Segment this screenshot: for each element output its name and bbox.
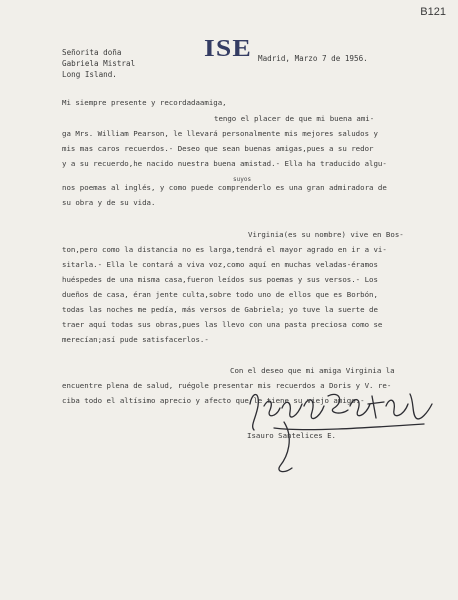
archive-code: B121 <box>420 6 446 18</box>
greeting: Mi siempre presente y recordadaamiga, <box>62 98 227 107</box>
body-line: Con el deseo que mi amiga Virginia la <box>230 366 395 375</box>
body-line: ton,pero como la distancia no es larga,tendrá el mayor agrado en ir a vi- <box>62 245 387 254</box>
body-line: sitarla.- Ella le contará a viva voz,como aquí en muchas veladas-éramos <box>62 260 378 269</box>
body-line: encuentre plena de salud, ruégole presentar mis recuerdos a Doris y V. re- <box>62 381 392 390</box>
body-line: nos poemas al inglés, y como puede comprenderlo es una gran admiradora de <box>62 183 387 192</box>
body-line: tengo el placer de que mi buena ami- <box>214 114 375 123</box>
signature-name: Isauro Santelices E. <box>247 431 336 440</box>
addressee-line: Gabriela Mistral <box>62 59 136 68</box>
date-line: Madrid, Marzo 7 de 1956. <box>258 54 368 63</box>
body-line: huéspedes de una misma casa,fueron leídos sus poemas y sus versos.- Los <box>62 275 378 284</box>
body-line: y a su recuerdo,he nacido nuestra buena amistad.- Ella ha traducido algu- <box>62 159 387 168</box>
body-line: ciba todo el altísimo aprecio y afecto que le tiene su viejo amigo.- <box>62 396 365 405</box>
body-line: su obra y de su vida. <box>62 198 156 207</box>
body-line: mis mas caros recuerdos.- Deseo que sean buenas amigas,pues a su redor <box>62 144 374 153</box>
addressee-block <box>62 47 135 80</box>
body-line: todas las noches me pedía, más versos de Gabriela; yo tuve la suerte de <box>62 305 378 314</box>
addressee-line: Long Island. <box>62 70 117 79</box>
body-line: traer aquí todas sus obras,pues las llevo con una pasta preciosa como se <box>62 320 383 329</box>
body-line: merecían;así pude satisfacerlos.- <box>62 335 209 344</box>
body-line: ga Mrs. William Pearson, le llevará personalmente mis mejores saludos y <box>62 129 378 138</box>
letterhead-logo: ISE <box>204 36 252 62</box>
body-line: dueños de casa, éran jente culta,sobre todo uno de ellos que es Borbón, <box>62 290 378 299</box>
addressee-line: Señorita doña <box>62 48 122 57</box>
body-line: Virginia(es su nombre) vive en Bos- <box>248 230 404 239</box>
handwritten-insertion: suyos <box>233 176 252 183</box>
